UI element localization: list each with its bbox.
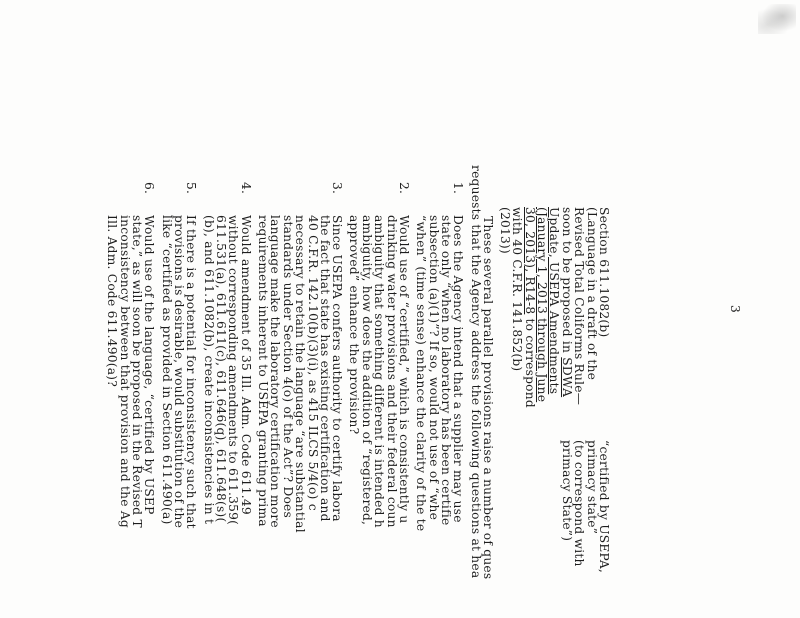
table-text-underlined: 30, 2013), R14-8 (522, 207, 537, 315)
table-right-line: “certified by USEPA, (597, 440, 611, 574)
question-line: inconsistency between that provision and the Ag (117, 215, 132, 528)
intro-line: These several parallel provisions raise a number of ques (481, 216, 495, 580)
table-text: to correspond (522, 314, 537, 408)
table-text: (2013)) (497, 207, 512, 255)
question-line: ambiguity that something different is intended h (372, 215, 387, 528)
question-line: “when” (time sense) enhance the clarity of the te (414, 215, 429, 532)
comparison-table (498, 0, 610, 618)
question-line: provisions is desirable, would substitution of the (172, 215, 187, 529)
table-left-line (536, 207, 548, 435)
question-line: Does the Agency intend that a supplier may use (451, 215, 466, 523)
question-line: without corresponding amendments to 611.359( (226, 215, 241, 526)
question-item-1 (415, 0, 465, 618)
table-text: with 40 C.F.R. 141.852(b) (510, 207, 525, 372)
table-text: (Language in a draft of the (584, 207, 599, 381)
intro-line: requests that the Agency address the following questions at hea (468, 165, 483, 579)
question-line: Would use of “certified,” which is consistently u (397, 215, 412, 524)
table-text-underlined: SDWA (559, 357, 574, 398)
question-line: the fact that state has existing certification and (317, 215, 332, 522)
question-line: Would use of the language, “certified by USEP (142, 215, 157, 515)
table-left-line (523, 207, 535, 435)
table-left-line (573, 207, 585, 435)
question-line: Since USEPA confers authority to certify labora (330, 215, 345, 522)
question-line: ambiguity, how does the addition of “registered, (359, 215, 374, 526)
question-number: 5. (184, 182, 199, 195)
question-number: 4. (238, 182, 253, 195)
question-number: 6. (142, 182, 157, 195)
question-line: 611.531(a), 611.611(c), 611.646(q), 611.648(s)( (214, 215, 228, 523)
table-left-line (585, 207, 597, 435)
question-line: Would amendment of 35 Ill. Adm. Code 611.49 (238, 215, 253, 515)
question-line: Ill. Adm. Code 611.490(a)? (105, 215, 120, 388)
table-left-line (598, 207, 610, 435)
table-left-line (511, 207, 523, 435)
page-number: 3 (728, 305, 742, 314)
question-line: standards under Section 4(o) of the Act”? Does (280, 215, 295, 519)
table-left-line (560, 207, 572, 435)
question-number: 1. (451, 182, 466, 195)
question-line: 40 C.F.R. 142.10(b)(3)(i), as 415 ILCS 5/4(o) c (305, 215, 320, 511)
intro-paragraph (469, 0, 494, 618)
table-left-column (498, 207, 610, 435)
question-line: like “certified as provided in Section 611.490(a) (159, 215, 174, 525)
question-number: 2. (397, 182, 412, 195)
question-line: approved” enhance the provision? (347, 215, 362, 435)
table-text: soon to be proposed in (559, 207, 574, 358)
table-text-underlined: Update, USEPA Amendments (547, 207, 562, 395)
table-right-line: primacy state” (584, 440, 599, 535)
question-line: language make the laboratory certification more (268, 215, 283, 528)
question-line: state,” as will soon be proposed in the Revised T (130, 215, 145, 528)
scan-artifact (758, 4, 796, 34)
table-text-underlined: (January 1, 2013 through June (535, 207, 550, 403)
table-right-line: primacy State”) (559, 440, 574, 542)
table-right-line: (to correspond with (572, 440, 587, 567)
table-left-line (498, 207, 510, 435)
question-line: subsection (a)(1)”? If so, would not use of “whe (426, 215, 441, 521)
question-line: drinking water provisions and their federal coun (384, 215, 399, 528)
question-line: necessary to retain the language “are substantial (293, 215, 308, 533)
question-item-2 (348, 0, 410, 618)
question-number: 3. (330, 182, 345, 195)
question-line: (b), and 611.1082(b), create inconsistencies in t (201, 215, 216, 525)
question-item-5 (160, 0, 197, 618)
table-text: Revised Total Coliforms Rule— (572, 207, 587, 406)
question-line: requirements inherent to USEPA granting prima (255, 215, 270, 527)
table-left-line (548, 207, 560, 435)
question-item-3 (257, 0, 344, 618)
question-item-6 (106, 0, 156, 618)
body-text (106, 0, 494, 618)
question-line: state only “when no laboratory has been certifie (439, 215, 454, 526)
table-text: Section 611.1082(b) (597, 207, 611, 338)
table-right-column (560, 440, 610, 618)
question-line: If there is a potential for inconsistency such that (184, 215, 199, 529)
question-item-4 (202, 0, 252, 618)
